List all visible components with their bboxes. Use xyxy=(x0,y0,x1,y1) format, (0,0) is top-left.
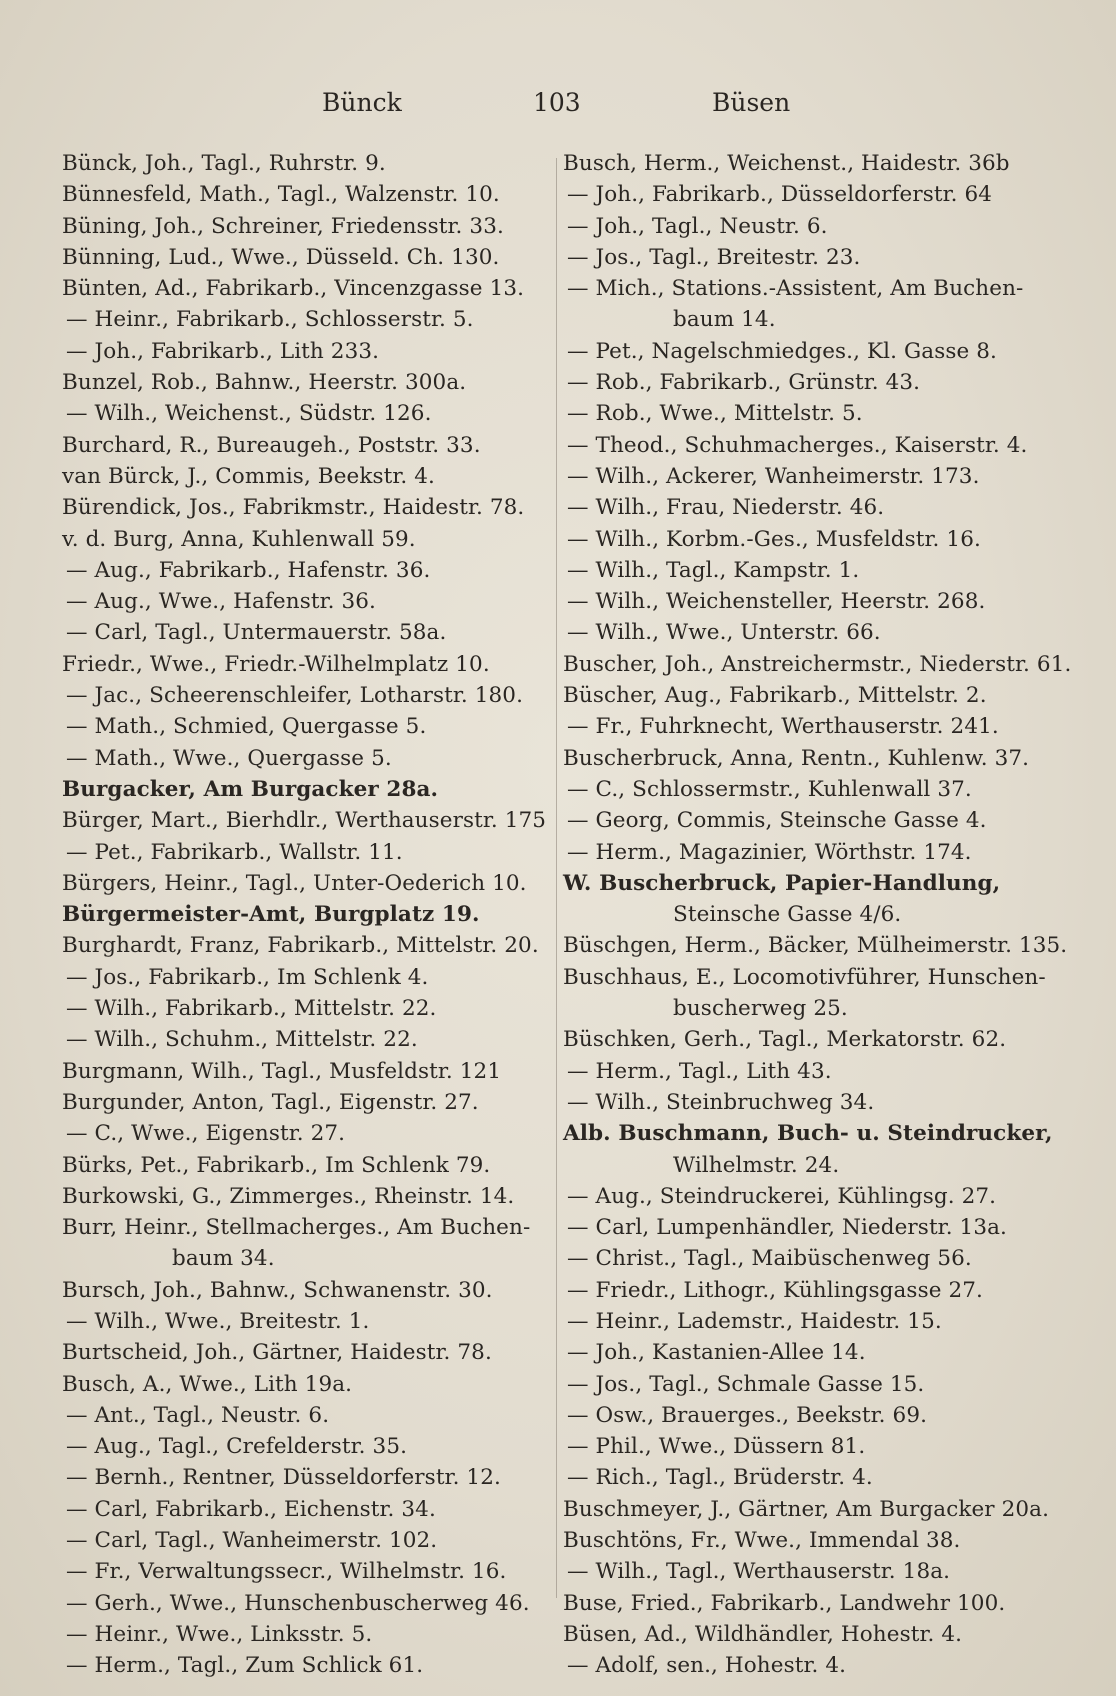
directory-entry: Bürendick, Jos., Fabrikmstr., Haidestr. 78. xyxy=(62,495,525,521)
directory-entry: Bürks, Pet., Fabrikarb., Im Schlenk 79. xyxy=(62,1152,491,1178)
directory-entry: Burtscheid, Joh., Gärtner, Haidestr. 78. xyxy=(62,1340,492,1366)
directory-entry: Busch, Herm., Weichenst., Haidestr. 36b xyxy=(563,151,1010,176)
directory-entry: baum 34. xyxy=(172,1246,275,1272)
directory-entry: Burkowski, G., Zimmerges., Rheinstr. 14. xyxy=(62,1183,515,1209)
directory-entry: Büning, Joh., Schreiner, Friedensstr. 33. xyxy=(62,213,504,239)
directory-entry: Burgunder, Anton, Tagl., Eigenstr. 27. xyxy=(62,1089,479,1115)
directory-entry: Burr, Heinr., Stellmacherges., Am Buchen- xyxy=(62,1215,531,1241)
directory-entry: — Osw., Brauerges., Beekstr. 69. xyxy=(567,1402,928,1428)
directory-entry: — Wilh., Frau, Niederstr. 46. xyxy=(567,495,885,521)
directory-entry: Büscher, Aug., Fabrikarb., Mittelstr. 2. xyxy=(563,683,987,709)
column-divider xyxy=(556,158,557,1598)
directory-entry: — Georg, Commis, Steinsche Gasse 4. xyxy=(567,808,987,834)
directory-entry: — Heinr., Wwe., Linksstr. 5. xyxy=(66,1621,373,1647)
directory-entry: — Jac., Scheerenschleifer, Lotharstr. 180. xyxy=(66,683,524,709)
directory-entry: Buschmeyer, J., Gärtner, Am Burgacker 20a. xyxy=(563,1496,1050,1522)
directory-entry: — Aug., Tagl., Crefelderstr. 35. xyxy=(66,1434,408,1460)
directory-entry: Bünck, Joh., Tagl., Ruhrstr. 9. xyxy=(62,151,386,176)
page-number: 103 xyxy=(533,88,581,117)
directory-entry: — Wilh., Wwe., Unterstr. 66. xyxy=(567,620,881,646)
directory-entry: — Rob., Wwe., Mittelstr. 5. xyxy=(567,401,863,427)
directory-entry: Büschgen, Herm., Bäcker, Mülheimerstr. 135. xyxy=(563,933,1068,959)
directory-entry: Burghardt, Franz, Fabrikarb., Mittelstr. 20. xyxy=(62,933,539,959)
directory-entry: van Bürck, J., Commis, Beekstr. 4. xyxy=(62,463,435,489)
directory-entry: — Ant., Tagl., Neustr. 6. xyxy=(66,1402,330,1428)
directory-entry: Buscherbruck, Anna, Rentn., Kuhlenw. 37. xyxy=(563,745,1030,771)
directory-entry: Buscher, Joh., Anstreichermstr., Niederstr. 61. xyxy=(563,651,1072,677)
directory-entry: — Aug., Wwe., Hafenstr. 36. xyxy=(66,589,376,615)
directory-entry: Bünnesfeld, Math., Tagl., Walzenstr. 10. xyxy=(62,182,500,208)
directory-entry: Bürgermeister-Amt, Burgplatz 19. xyxy=(62,902,480,928)
directory-entry: — Adolf, sen., Hohestr. 4. xyxy=(567,1653,847,1679)
header-left-keyword: Bünck xyxy=(322,88,402,117)
directory-entry: — Rich., Tagl., Brüderstr. 4. xyxy=(567,1465,873,1491)
directory-entry: — Rob., Fabrikarb., Grünstr. 43. xyxy=(567,370,921,396)
directory-entry: — Gerh., Wwe., Hunschenbuscherweg 46. xyxy=(66,1590,530,1616)
directory-entry: — Wilh., Wwe., Breitestr. 1. xyxy=(66,1308,370,1334)
directory-entry: — Joh., Tagl., Neustr. 6. xyxy=(567,213,828,239)
directory-entry: Burchard, R., Bureaugeh., Poststr. 33. xyxy=(62,432,481,458)
directory-entry: Büschken, Gerh., Tagl., Merkatorstr. 62. xyxy=(563,1027,1007,1053)
directory-entry: — Theod., Schuhmacherges., Kaiserstr. 4. xyxy=(567,432,1028,458)
directory-entry: Bünten, Ad., Fabrikarb., Vincenzgasse 13. xyxy=(62,276,525,302)
directory-entry: — Carl, Tagl., Untermauerstr. 58a. xyxy=(66,620,447,646)
directory-entry: — Joh., Fabrikarb., Lith 233. xyxy=(66,338,380,364)
directory-entry: — Pet., Fabrikarb., Wallstr. 11. xyxy=(66,839,403,865)
directory-entry: — Wilh., Fabrikarb., Mittelstr. 22. xyxy=(66,996,437,1022)
directory-entry: — Phil., Wwe., Düssern 81. xyxy=(567,1434,866,1460)
directory-entry: — Carl, Fabrikarb., Eichenstr. 34. xyxy=(66,1496,436,1522)
directory-entry: — Herm., Tagl., Zum Schlick 61. xyxy=(66,1653,424,1679)
directory-entry: — Wilh., Weichenst., Südstr. 126. xyxy=(66,401,432,427)
directory-entry: — Jos., Tagl., Schmale Gasse 15. xyxy=(567,1371,925,1397)
directory-entry: baum 14. xyxy=(673,307,776,333)
directory-entry: — Wilh., Ackerer, Wanheimerstr. 173. xyxy=(567,463,980,489)
directory-entry: — Wilh., Steinbruchweg 34. xyxy=(567,1089,875,1115)
right-column xyxy=(563,148,1072,1682)
directory-entry: — Joh., Fabrikarb., Düsseldorferstr. 64 xyxy=(567,182,993,208)
directory-entry: Bürger, Mart., Bierhdlr., Werthauserstr. 175 xyxy=(62,808,547,834)
running-head xyxy=(0,88,1116,128)
directory-entry: — Joh., Kastanien-Allee 14. xyxy=(567,1340,866,1366)
directory-entry: — C., Wwe., Eigenstr. 27. xyxy=(66,1121,346,1147)
directory-entry: buscherweg 25. xyxy=(673,996,848,1022)
directory-entry: — Aug., Steindruckerei, Kühlingsg. 27. xyxy=(567,1183,997,1209)
directory-entry: — Christ., Tagl., Maibüschenweg 56. xyxy=(567,1246,972,1272)
directory-entry: — Wilh., Weichensteller, Heerstr. 268. xyxy=(567,589,986,615)
directory-entry: — Pet., Nagelschmiedges., Kl. Gasse 8. xyxy=(567,338,997,364)
directory-entry: Bunzel, Rob., Bahnw., Heerstr. 300a. xyxy=(62,370,467,396)
directory-entry: — Wilh., Korbm.-Ges., Musfeldstr. 16. xyxy=(567,526,981,552)
directory-entry: v. d. Burg, Anna, Kuhlenwall 59. xyxy=(62,526,416,552)
directory-entry: — Carl, Tagl., Wanheimerstr. 102. xyxy=(66,1528,438,1554)
left-column xyxy=(62,148,550,1682)
directory-entry: — Fr., Fuhrknecht, Werthauserstr. 241. xyxy=(567,714,999,740)
directory-entry: — Wilh., Schuhm., Mittelstr. 22. xyxy=(66,1027,418,1053)
directory-entry: — Carl, Lumpenhändler, Niederstr. 13a. xyxy=(567,1215,1007,1241)
directory-entry: — Heinr., Fabrikarb., Schlosserstr. 5. xyxy=(66,307,474,333)
directory-entry: — Heinr., Lademstr., Haidestr. 15. xyxy=(567,1308,942,1334)
directory-entry: — Math., Wwe., Quergasse 5. xyxy=(66,745,392,771)
directory-entry: — Wilh., Tagl., Kampstr. 1. xyxy=(567,557,860,583)
directory-entry: — Herm., Tagl., Lith 43. xyxy=(567,1058,832,1084)
directory-entry: — Mich., Stations.-Assistent, Am Buchen- xyxy=(567,276,1024,302)
directory-entry: Wilhelmstr. 24. xyxy=(673,1152,840,1178)
directory-entry: — Bernh., Rentner, Düsseldorferstr. 12. xyxy=(66,1465,501,1491)
directory-entry: Bünning, Lud., Wwe., Düsseld. Ch. 130. xyxy=(62,244,500,270)
directory-entry: Buschtöns, Fr., Wwe., Immendal 38. xyxy=(563,1528,961,1554)
directory-entry: — Aug., Fabrikarb., Hafenstr. 36. xyxy=(66,557,431,583)
directory-entry: — Herm., Magazinier, Wörthstr. 174. xyxy=(567,839,972,865)
directory-entry: Burgacker, Am Burgacker 28a. xyxy=(62,776,439,802)
directory-entry: — C., Schlossermstr., Kuhlenwall 37. xyxy=(567,776,972,802)
header-right-keyword: Büsen xyxy=(712,88,791,117)
directory-entry: Büsen, Ad., Wildhändler, Hohestr. 4. xyxy=(563,1621,963,1647)
directory-entry: Friedr., Wwe., Friedr.-Wilhelmplatz 10. xyxy=(62,651,490,677)
directory-entry: — Friedr., Lithogr., Kühlingsgasse 27. xyxy=(567,1277,983,1303)
directory-entry: — Fr., Verwaltungssecr., Wilhelmstr. 16. xyxy=(66,1559,507,1585)
directory-entry: — Jos., Fabrikarb., Im Schlenk 4. xyxy=(66,964,429,990)
directory-entry: Buschhaus, E., Locomotivführer, Hunschen- xyxy=(563,964,1046,990)
directory-entry: Bürgers, Heinr., Tagl., Unter-Oederich 10. xyxy=(62,870,527,896)
directory-entry: — Math., Schmied, Quergasse 5. xyxy=(66,714,427,740)
directory-entry: Alb. Buschmann, Buch- u. Steindrucker, xyxy=(563,1121,1053,1147)
directory-entry: Steinsche Gasse 4/6. xyxy=(673,902,902,928)
directory-entry: Bursch, Joh., Bahnw., Schwanenstr. 30. xyxy=(62,1277,493,1303)
directory-entry: Burgmann, Wilh., Tagl., Musfeldstr. 121 xyxy=(62,1058,502,1084)
directory-entry: Buse, Fried., Fabrikarb., Landwehr 100. xyxy=(563,1590,1006,1616)
directory-entry: — Jos., Tagl., Breitestr. 23. xyxy=(567,244,861,270)
directory-entry: Busch, A., Wwe., Lith 19a. xyxy=(62,1371,353,1397)
directory-entry: — Wilh., Tagl., Werthauserstr. 18a. xyxy=(567,1559,951,1585)
directory-entry: W. Buscherbruck, Papier-Handlung, xyxy=(563,870,1001,896)
